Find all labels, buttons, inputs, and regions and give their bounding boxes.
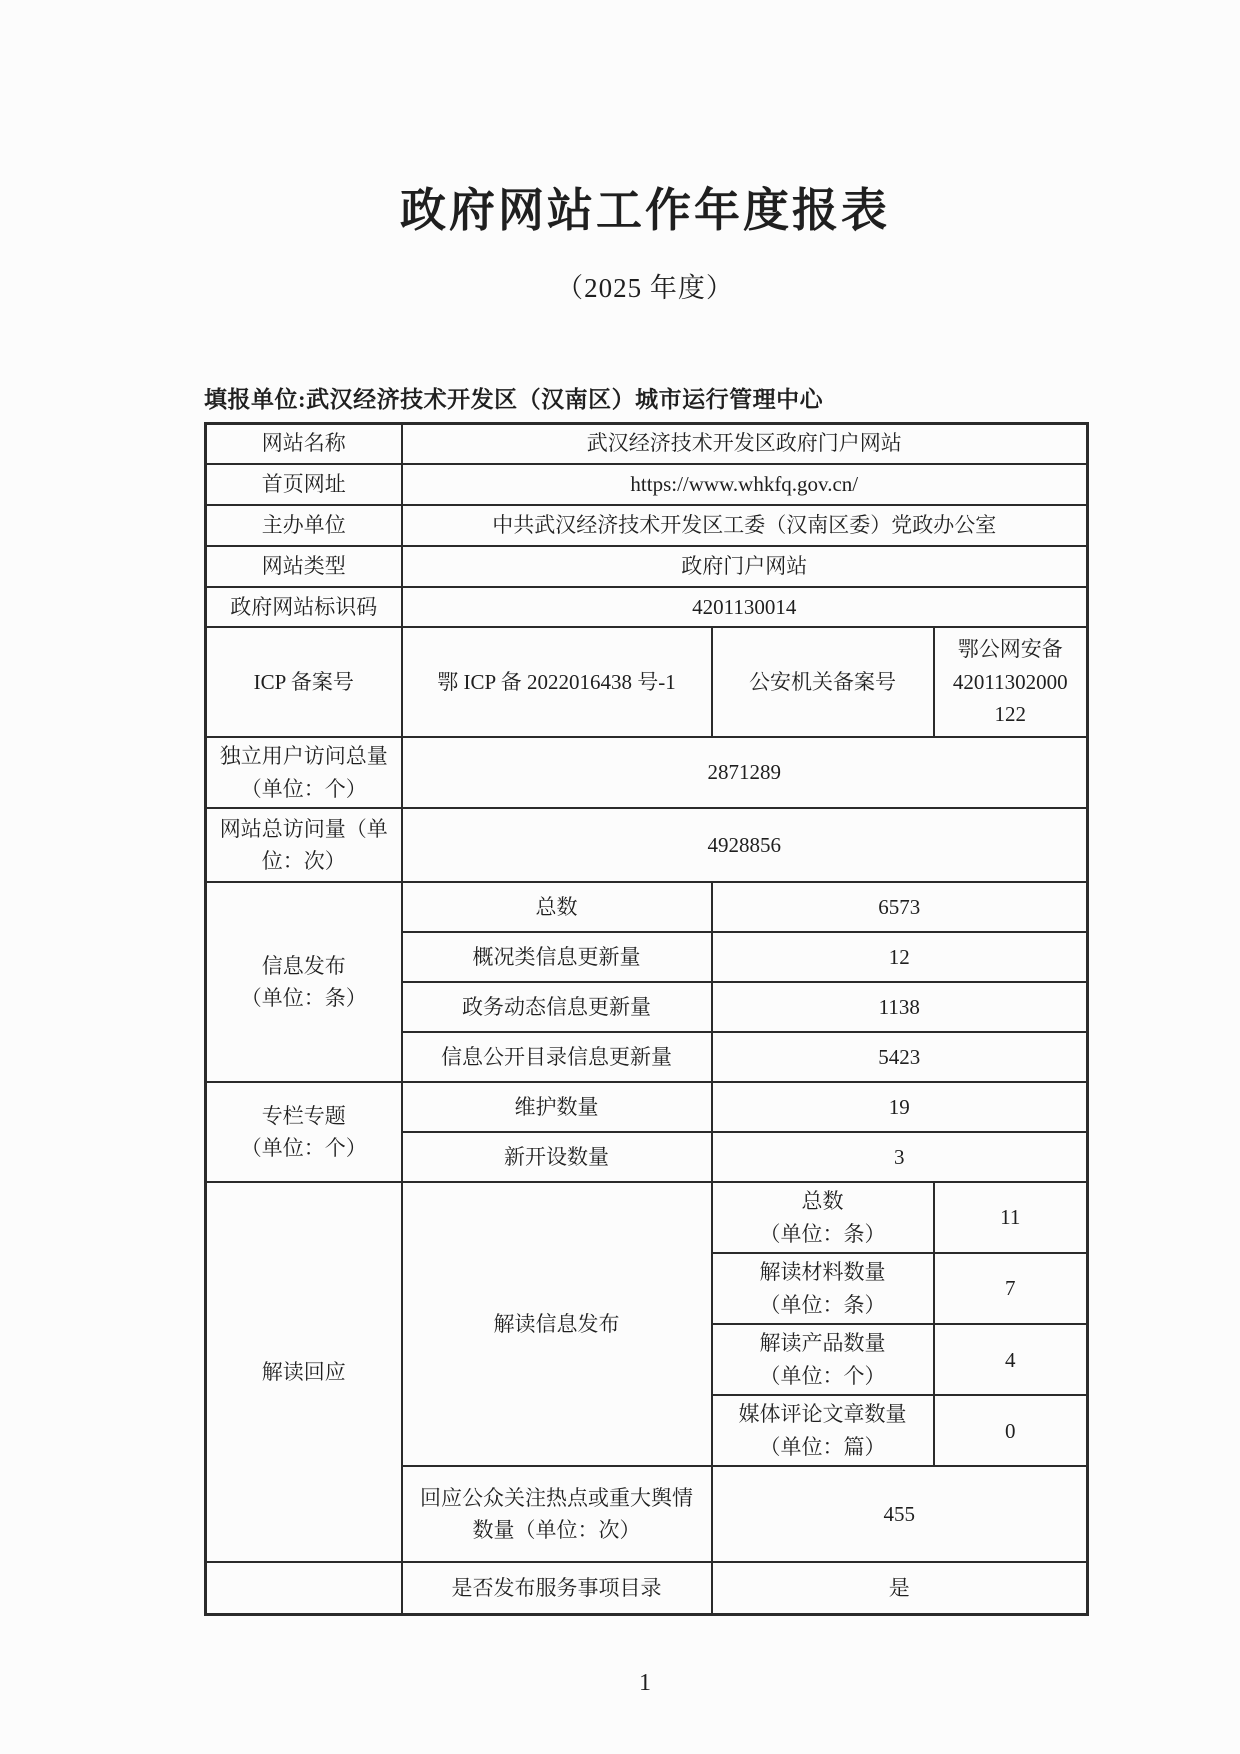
row-columns-maintained [206, 1082, 1088, 1132]
host-unit-value: 中共武汉经济技术开发区工委（汉南区委）党政办公室 [402, 505, 1088, 546]
document-title: 政府网站工作年度报表 [400, 185, 890, 236]
row-interpret-total [206, 1182, 1088, 1253]
site-code-label: 政府网站标识码 [206, 587, 402, 627]
site-name-value: 武汉经济技术开发区政府门户网站 [402, 423, 1088, 464]
next-section-empty-cell [206, 1562, 402, 1614]
interpret-total-unit: （单位：条） [759, 1221, 886, 1246]
interpret-materials-value: 7 [934, 1253, 1088, 1324]
media-comments-value: 0 [934, 1395, 1088, 1466]
row-service-directory [206, 1562, 1088, 1614]
info-dynamic-label: 政务动态信息更新量 [402, 982, 712, 1032]
special-columns-name: 专栏专题 [261, 1103, 346, 1128]
annual-report-table [204, 422, 1089, 1616]
info-publish-section-label [206, 882, 402, 1082]
row-total-visits [206, 808, 1088, 882]
columns-new-value: 3 [712, 1132, 1088, 1182]
total-visits-label: 网站总访问量（单位：次） [206, 808, 402, 882]
interpret-products-unit: （单位：个） [759, 1363, 886, 1388]
interpret-section-label: 解读回应 [206, 1182, 402, 1562]
reporting-unit-line: 填报单位:武汉经济技术开发区（汉南区）城市运行管理中心 [204, 386, 824, 412]
media-comments-unit: （单位：篇） [759, 1434, 886, 1459]
media-comments-name: 媒体评论文章数量 [738, 1402, 907, 1427]
columns-new-label: 新开设数量 [402, 1132, 712, 1182]
police-license-label: 公安机关备案号 [712, 627, 934, 737]
police-license-line: 42011302000 [952, 669, 1068, 694]
interpret-products-label [712, 1324, 934, 1395]
columns-maintained-value: 19 [712, 1082, 1088, 1132]
info-directory-value: 5423 [712, 1032, 1088, 1082]
total-visits-value: 4928856 [402, 808, 1088, 882]
interpret-publish-label: 解读信息发布 [402, 1182, 712, 1466]
document-content [204, 0, 1086, 1697]
service-directory-label: 是否发布服务事项目录 [402, 1562, 712, 1614]
police-license-line: 122 [994, 702, 1027, 727]
info-total-label: 总数 [402, 882, 712, 932]
interpret-materials-name: 解读材料数量 [759, 1260, 886, 1285]
public-response-label: 回应公众关注热点或重大舆情数量（单位：次） [402, 1466, 712, 1562]
row-icp-license [206, 627, 1088, 737]
police-license-value [934, 627, 1088, 737]
interpret-products-value: 4 [934, 1324, 1088, 1395]
row-info-publish-total [206, 882, 1088, 932]
homepage-url-label: 首页网址 [206, 464, 402, 505]
document-subtitle: （2025 年度） [556, 272, 734, 303]
row-unique-visitors [206, 737, 1088, 808]
info-publish-name: 信息发布 [261, 953, 346, 978]
public-response-value: 455 [712, 1466, 1088, 1562]
media-comments-label [712, 1395, 934, 1466]
icp-license-value: 鄂 ICP 备 2022016438 号-1 [402, 627, 712, 737]
row-site-name [206, 423, 1088, 464]
site-type-value: 政府门户网站 [402, 546, 1088, 587]
interpret-products-name: 解读产品数量 [759, 1331, 886, 1356]
interpret-total-name: 总数 [801, 1189, 844, 1214]
site-name-label: 网站名称 [206, 423, 402, 464]
site-type-label: 网站类型 [206, 546, 402, 587]
service-directory-value: 是 [712, 1562, 1088, 1614]
interpret-materials-unit: （单位：条） [759, 1292, 886, 1317]
host-unit-label: 主办单位 [206, 505, 402, 546]
info-dynamic-value: 1138 [712, 982, 1088, 1032]
info-directory-label: 信息公开目录信息更新量 [402, 1032, 712, 1082]
columns-maintained-label: 维护数量 [402, 1082, 712, 1132]
interpret-materials-label [712, 1253, 934, 1324]
row-site-code [206, 587, 1088, 627]
interpret-total-value: 11 [934, 1182, 1088, 1253]
row-homepage-url [206, 464, 1088, 505]
icp-license-label: ICP 备案号 [206, 627, 402, 737]
info-total-value: 6573 [712, 882, 1088, 932]
unique-visitors-label: 独立用户访问总量（单位：个） [206, 737, 402, 808]
info-publish-unit: （单位：条） [240, 986, 367, 1011]
homepage-url-value: https://www.whkfq.gov.cn/ [402, 464, 1088, 505]
page-number: 1 [639, 1669, 651, 1696]
row-site-type [206, 546, 1088, 587]
interpret-total-label [712, 1182, 934, 1253]
info-overview-value: 12 [712, 932, 1088, 982]
unique-visitors-value: 2871289 [402, 737, 1088, 808]
special-columns-unit: （单位：个） [240, 1136, 367, 1161]
info-overview-label: 概况类信息更新量 [402, 932, 712, 982]
site-code-value: 4201130014 [402, 587, 1088, 627]
special-columns-section-label [206, 1082, 402, 1182]
police-license-line: 鄂公网安备 [957, 637, 1063, 662]
row-host-unit [206, 505, 1088, 546]
